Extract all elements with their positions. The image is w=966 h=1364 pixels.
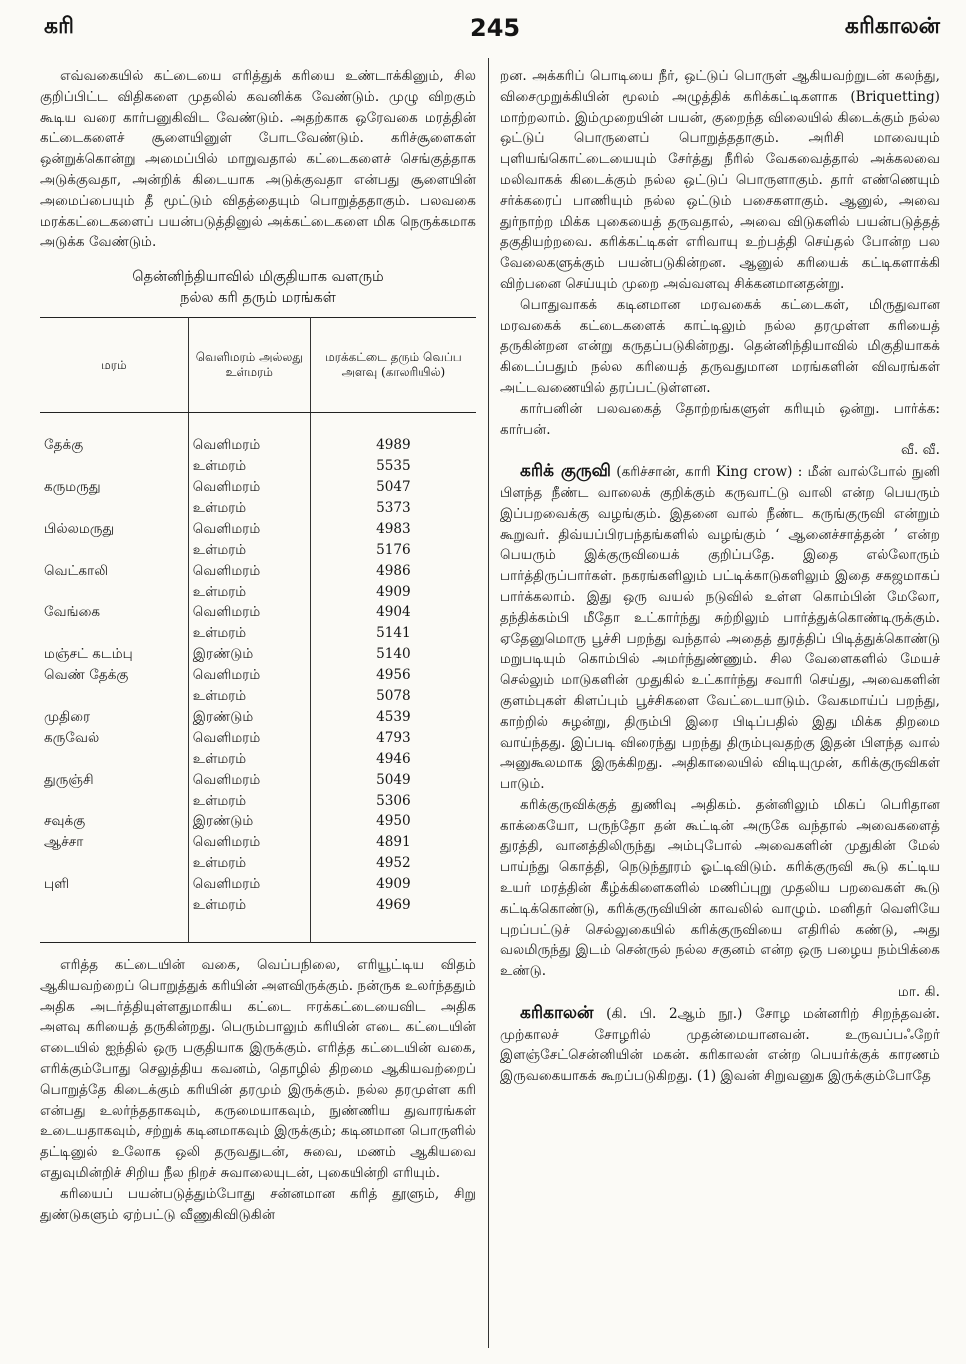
table-spacer bbox=[40, 413, 476, 436]
cell-tree bbox=[40, 582, 188, 603]
cell-wood-part: இரண்டும் bbox=[188, 644, 310, 665]
table-row bbox=[40, 519, 476, 540]
table-caption-line: நல்ல கரி தரும் மரங்கள் bbox=[180, 290, 336, 307]
cell-tree: மஞ்சட் கடம்பு bbox=[44, 646, 133, 663]
cell-calories: 5141 bbox=[376, 625, 411, 642]
table-row bbox=[40, 623, 476, 644]
paragraph: கார்பனின் பலவகைத் தோற்றங்களுள் கரியும் ஒன்று. பார்க்க: கார்பன். bbox=[500, 400, 940, 438]
cell-wood-part: உள்மரம் bbox=[188, 456, 310, 477]
table-row bbox=[40, 582, 476, 603]
cell-wood-part: உள்மரம் bbox=[188, 895, 310, 916]
cell-tree: வெட்காலி bbox=[44, 562, 109, 579]
paragraph: எவ்வகையில் கட்டையை எரித்துக் கரியை உண்டாக்கினும், சில குறிப்பிட்ட விதிகளை முதலில் கவனிக்க வேண்டும். முழு விறகும் கூடிய வரை கார்பனுகிவிட வேண்டும். அதற்காக ஒரேவகை மரத்தின் கட்டைகளைச் சூளையினுள் போடவேண்டும். கரிச்சூளைகள் ஒன்றுக்கொன்று அமைப்பில் மாறுவதால் கட்டைகளைச் செங்குத்தாக அடுக்குவதா, அன்றிக் கிடையாக அடுக்குவதா என்பது சூளையின் அமைப்பையும் தீ மூட்டும் விதத்தையும் பொறுத்ததாகும். பலவகை மரக்கட்டைகளைப் பயன்படுத்தினுல் அக்கட்டைகளை மிக நெருக்கமாக அடுக்க வேண்டும். bbox=[40, 68, 476, 251]
cell-calories: 5047 bbox=[376, 478, 411, 495]
table-body bbox=[40, 413, 476, 943]
paragraph: பொதுவாகக் கடினமான மரவகைக் கட்டைகள், மிருதுவான மரவகைக் கட்டைகளைக் காட்டிலும் நல்ல தரமுள்ள கரியைத் தருகின்றன என்று கருதப்படுகின்றது. தென்னிந்தியாவில் மிகுதியாகக் கிடைப்பதும் நல்ல கரியைத் தருவதுமான மரங்களின் விவரங்கள் அட்டவணையில் தரப்பட்டுள்ளன. bbox=[500, 296, 940, 396]
table-row bbox=[40, 728, 476, 749]
table-row bbox=[40, 874, 476, 895]
column-divider bbox=[488, 58, 489, 1348]
entry-karikalan bbox=[500, 1003, 940, 1087]
cell-calories: 4909 bbox=[376, 876, 411, 893]
running-head-left: கரி bbox=[44, 14, 74, 39]
cell-tree: கருவேல் bbox=[44, 729, 100, 746]
wood-calorie-table bbox=[40, 317, 476, 943]
table-row bbox=[40, 498, 476, 519]
cell-wood-part: உள்மரம் bbox=[188, 540, 310, 561]
entry-text: (கரிச்சான், காரி King crow) : மீன் வால்போல் நுனி பிளந்த நீண்ட வாலைக் குறிக்கும் கருவாட்டு வாலி என்ற பெயரும் இப்பறவைக்கு வழங்கும். இதனை வால் நீண்ட கருங்குருவி என்றும் கூறுவர். திவ்யப்பிரபந்தங்களில் வழங்கும் ‘ ஆனைச்சாத்தன் ’ என்ற பெயரும் இக்குருவியைக் குறிப்பதே. இதை எல்லோரும் பார்த்திருப்பார்கள். நகரங்களிலும் பட்டிக்காடுகளிலும் இதை சகஜமாகப் பார்க்கலாம். இது ஒரு வயல் நடுவில் உள்ள கொம்பின் மேலோ, தந்திக்கம்பி மீதோ உட்கார்ந்து சுற்றிலும் பார்த்துக்கொண்டிருக்கும். ஏதேனுமொரு பூச்சி பறந்து வந்தால் அதைத் துரத்திப் பிடித்துக்கொண்டு மறுபடியும் கொம்பில் அமர்ந்துண்ணும். சில வேளைகளில் மேயச் செல்லும் மாடுகளின் முதுகில் உட்கார்ந்து சவாரி செய்து, அவைகளின் குளம்புகள் கிளப்பும் பூச்சிகளை வேட்டையாடும். வேகமாய்ப் பறந்து, காற்றில் சுழன்று, திரும்பி இரை பிடிப்பதில் இது மிக்க திறமை வாய்ந்தது. இப்படி விரைந்து பறந்து திரும்புவதற்கு இதன் பிளந்த வால் அனுகூலமாக இருக்கிறது. அதிகாலையில் விடியுமுன், கரிக்குருவிகள் பாடும். bbox=[500, 464, 940, 793]
paragraph: எரித்த கட்டையின் வகை, வெப்பநிலை, எரியூட்டிய விதம் ஆகியவற்றைப் பொறுத்துக் கரியின் அளவிருக்கும். நன்ருக உலர்ந்ததும் அதிக அடர்த்தியுள்ளதுமாகிய கட்டை ஈரக்கட்டையைவிட அதிக அளவு கரியைத் தருகின்றது. பெரும்பாலும் கரியின் எடை கட்டையின் எடையில் ஐந்தில் ஒரு பகுதியாக இருக்கும். எரித்த கட்டையின் வகை, எரிக்கும்போது செலுத்திய கவனம், தொழில் திறமை ஆகியவற்றைப் பொறுத்தே கிடைக்கும் கரியின் தரமும் இருக்கும். நல்ல தரமுள்ள கரி என்பது உலர்ந்ததாகவும், கருமையாகவும், நுண்ணிய துவாரங்கள் உடையதாகவும், சற்றுக் கடினமாகவும் இருக்கும்; கடினமான பொருளில் தட்டினுல் உலோக ஒலி தருவதுடன், சுவை, மணம் ஆகியவை எதுவுமின்றிச் சிறிய நீல நிறச் சுவாலையுடன், புகையின்றி எரியும். bbox=[40, 957, 476, 1181]
table-row bbox=[40, 832, 476, 853]
left-bottom-text bbox=[40, 955, 476, 1225]
cell-calories: 5306 bbox=[376, 792, 411, 809]
cell-tree bbox=[40, 749, 188, 770]
entry-text: (கி. பி. 2ஆம் நூ.) சோழ மன்னரிற் சிறந்தவன். முற்காலச் சோழரில் முதன்மையானவன். உருவப்பஃறேர் இளஞ்சேட்சென்னியின் மகன். கரிகாலன் என்ற பெயர்க்குக் காரணம் இருவகையாகக் கூறப்படுகிறது. (1) இவன் சிறுவனுக இருக்கும்போதே bbox=[500, 1005, 940, 1085]
cell-tree: வேங்கை bbox=[44, 604, 101, 621]
cell-tree bbox=[40, 498, 188, 519]
cell-calories: 4539 bbox=[376, 708, 411, 725]
cell-wood-part: வெளிமரம் bbox=[188, 561, 310, 582]
paragraph: கரியைப் பயன்படுத்தும்போது சன்னமான கரித் தூளும், சிறு துண்டுகளும் ஏற்பட்டு வீணுகிவிடுகின் bbox=[40, 1185, 476, 1223]
table-row bbox=[40, 644, 476, 665]
cell-wood-part: உள்மரம் bbox=[188, 853, 310, 874]
author-initials: மா. கி. bbox=[897, 984, 940, 1001]
cell-tree: பில்லமருது bbox=[44, 520, 115, 537]
cell-tree bbox=[40, 853, 188, 874]
cell-wood-part: உள்மரம் bbox=[188, 686, 310, 707]
cell-calories: 4793 bbox=[376, 729, 411, 746]
table-row bbox=[40, 477, 476, 498]
cell-calories: 4986 bbox=[376, 562, 411, 579]
entry-kari-kuruvi bbox=[500, 461, 940, 795]
cell-wood-part: வெளிமரம் bbox=[188, 435, 310, 456]
cell-calories: 4891 bbox=[376, 834, 411, 851]
page-number: 245 bbox=[470, 14, 521, 42]
cell-wood-part: இரண்டும் bbox=[188, 811, 310, 832]
running-head-right: கரிகாலன் bbox=[844, 14, 940, 39]
table-header-row bbox=[40, 318, 476, 413]
table-caption-line: தென்னிந்தியாவில் மிகுதியாக வளரும் bbox=[132, 269, 384, 286]
cell-wood-part: உள்மரம் bbox=[188, 749, 310, 770]
table-row bbox=[40, 435, 476, 456]
cell-tree: தேக்கு bbox=[44, 437, 84, 454]
table-row bbox=[40, 456, 476, 477]
table-row bbox=[40, 791, 476, 812]
table-spacer bbox=[40, 916, 476, 943]
cell-wood-part: வெளிமரம் bbox=[188, 770, 310, 791]
cell-wood-part: வெளிமரம் bbox=[188, 665, 310, 686]
cell-tree: வெண் தேக்கு bbox=[44, 667, 129, 684]
cell-calories: 5140 bbox=[376, 646, 411, 663]
entry-headword: கரிகாலன் bbox=[520, 1002, 594, 1023]
right-column bbox=[500, 66, 940, 1087]
cell-wood-part: வெளிமரம் bbox=[188, 477, 310, 498]
cell-wood-part: உள்மரம் bbox=[188, 498, 310, 519]
cell-wood-part: வெளிமரம் bbox=[188, 602, 310, 623]
cell-tree: ஆச்சா bbox=[44, 834, 84, 851]
cell-calories: 5373 bbox=[376, 499, 411, 516]
cell-calories: 4989 bbox=[376, 437, 411, 454]
cell-tree: சவுக்கு bbox=[44, 813, 86, 830]
cell-tree bbox=[40, 686, 188, 707]
paragraph: றன. அக்கரிப் பொடியை நீர், ஒட்டுப் பொருள் ஆகியவற்றுடன் கலந்து, விசைமுறுக்கியின் மூலம் அழுத்திக் கரிக்கட்டிகளாக (Briquetting) மாற்றலாம். இம்முறையின் பயன், குறைந்த விலையில் கிடைக்கும் நல்ல ஒட்டுப் பொருளைப் பொறுத்ததாகும். அரிசி மாவையும் புளியங்கொட்டையையும் சேர்த்து நீரில் வேகவைத்தால் அக்கலவை மலிவாகக் கிடைக்கும் நல்ல ஒட்டுப் பொருளாகும். தார் எண்ணெயும் சர்க்கரைப் பாணியும் நல்ல ஒட்டும் பசைகளாகும். ஆனுல், அவை துர்நாற்ற மிக்க புகையைத் தருவதால், அவை விடுகளில் பயன்படுத்தத் தகுதியற்றவை. கரிக்கட்டிகள் எரிவாயு உற்பத்தி செய்தல் போன்ற பல வேலைகளுக்கும் பயன்படுகின்றன. ஆனுல் கரியைக் கட்டிகளாக்கி விற்பனை செய்யும் முறை அவ்வளவு சிக்கனமானதன்று. bbox=[500, 68, 940, 292]
cell-calories: 4969 bbox=[376, 897, 411, 914]
cell-calories: 4952 bbox=[376, 855, 411, 872]
col-header-tree: மரம் bbox=[40, 318, 188, 413]
col-header-calories: மரக்கட்டை தரும் வெப்ப அளவு (காலரியில்) bbox=[310, 318, 476, 413]
entry-headword: கரிக் குருவி bbox=[520, 461, 611, 482]
table-row bbox=[40, 770, 476, 791]
col-header-wood-part: வெளிமரம் அல்லது உள்மரம் bbox=[188, 318, 310, 413]
cell-tree bbox=[40, 623, 188, 644]
cell-calories: 4956 bbox=[376, 667, 411, 684]
cell-tree: துருஞ்சி bbox=[44, 771, 94, 788]
table-row bbox=[40, 749, 476, 770]
cell-calories: 5078 bbox=[376, 688, 411, 705]
cell-wood-part: இரண்டும் bbox=[188, 707, 310, 728]
table-caption bbox=[40, 267, 476, 309]
cell-tree bbox=[40, 791, 188, 812]
cell-calories: 5049 bbox=[376, 771, 411, 788]
cell-wood-part: வெளிமரம் bbox=[188, 874, 310, 895]
cell-wood-part: உள்மரம் bbox=[188, 582, 310, 603]
cell-wood-part: வெளிமரம் bbox=[188, 519, 310, 540]
cell-tree: முதிரை bbox=[44, 708, 91, 725]
cell-wood-part: வெளிமரம் bbox=[188, 728, 310, 749]
cell-wood-part: வெளிமரம் bbox=[188, 832, 310, 853]
table-row bbox=[40, 686, 476, 707]
table-row bbox=[40, 540, 476, 561]
table-row bbox=[40, 707, 476, 728]
cell-calories: 4909 bbox=[376, 583, 411, 600]
cell-tree: கருமருது bbox=[44, 478, 101, 495]
paragraph: கரிக்குருவிக்குத் துணிவு அதிகம். தன்னிலும் மிகப் பெரிதான காக்கையோ, பருந்தோ தன் கூட்டின் அருகே வந்தால் அவைகளைத் துரத்தி, வானத்திலிருந்து அம்புபோல் அவைகளின் முதுகின் மேல் பாய்ந்து கொத்தி, நெடுந்தூரம் ஓட்டிவிடும். கரிக்குருவி கூடு கட்டிய உயர் மரத்தின் கீழ்க்கிளைகளில் மணிப்புறு முதலிய பறவைகள் கூடு கட்டிக்கொண்டு, கரிக்குருவியின் காவலில் வாழும். மனிதர் வெளியே புறப்பட்டுச் செல்லுகையில் கரிக்குருவியை எதிரில் கண்டு, அது வலமிருந்து இடம் சென்ருல் நல்ல சகுனம் என்ற ஒரு பழைய நம்பிக்கை உண்டு. bbox=[500, 796, 940, 980]
cell-calories: 4983 bbox=[376, 520, 411, 537]
left-column bbox=[40, 66, 476, 1225]
cell-calories: 5535 bbox=[376, 458, 411, 475]
cell-wood-part: உள்மரம் bbox=[188, 791, 310, 812]
table-row bbox=[40, 811, 476, 832]
table-row bbox=[40, 665, 476, 686]
cell-tree bbox=[40, 540, 188, 561]
cell-tree bbox=[40, 456, 188, 477]
cell-calories: 4950 bbox=[376, 813, 411, 830]
cell-calories: 4904 bbox=[376, 604, 411, 621]
table-row bbox=[40, 853, 476, 874]
cell-calories: 4946 bbox=[376, 750, 411, 767]
cell-wood-part: உள்மரம் bbox=[188, 623, 310, 644]
table-row bbox=[40, 561, 476, 582]
cell-calories: 5176 bbox=[376, 541, 411, 558]
cell-tree: புளி bbox=[44, 876, 70, 893]
table-row bbox=[40, 895, 476, 916]
cell-tree bbox=[40, 895, 188, 916]
table-row bbox=[40, 602, 476, 623]
author-initials: வீ. வீ. bbox=[901, 442, 940, 459]
